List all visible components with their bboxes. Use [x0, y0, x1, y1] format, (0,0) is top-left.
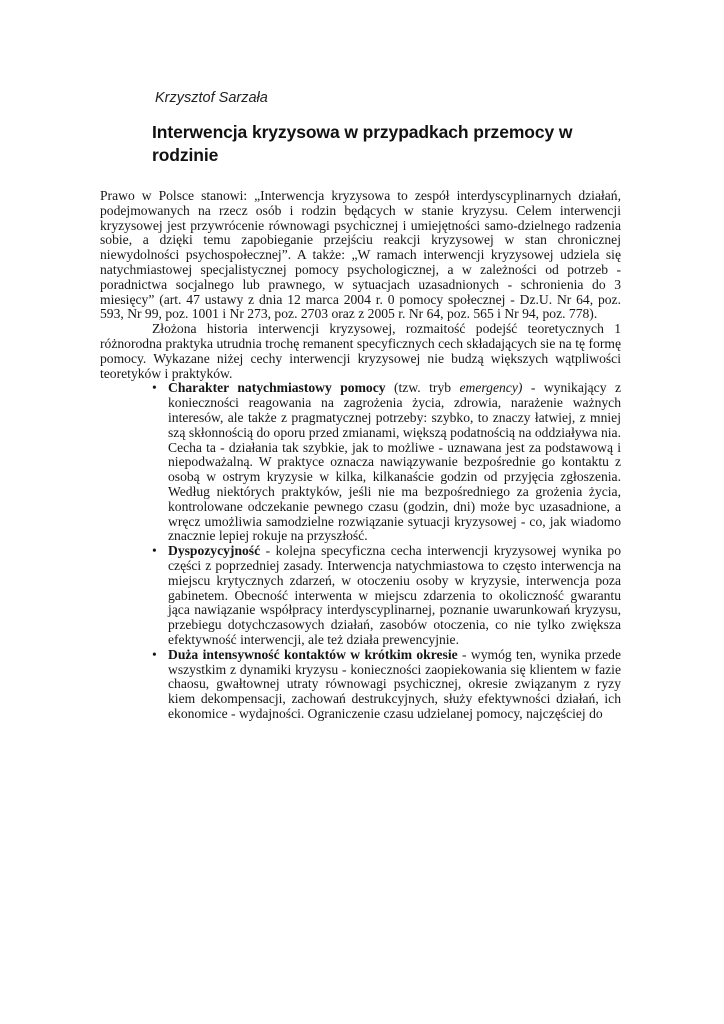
- paragraph-history-overview: Złożona historia interwencji kryzysowej, rozmaitość podejść teoretycznych 1 różnorodna praktyka utrudnia trochę remanent specyficznych cech składających sie na tę formę pomocy. Wykazane niżej cechy interwencji kryzysowej nie budzą większych wątpliwości teoretyków i praktyków.: [100, 321, 621, 381]
- bullet-icon: •: [152, 646, 157, 662]
- bullet-term: Charakter natychmiastowy pomocy: [168, 380, 386, 396]
- bullet-icon: •: [152, 380, 157, 396]
- paragraph-legal-definition: Prawo w Polsce stanowi: „Interwencja kryzysowa to zespół interdyscyplinarnych działań, podejmowanych na rzecz osób i rodzin będących w stanie kryzysu. Celem interwencji kryzysowej jest przywrócenie równowagi psychicznej i umiejętności samo-dzielnego radzenia sobie, a dzięki temu zapobieganie przejściu reakcji kryzysowej w stan chronicznej niewydolności psychospołecznej”. A także: „W ramach interwencji kryzysowej udziela się natychmiastowej specjalistycznej pomocy psychologicznej, a w zależności od potrzeb - poradnictwa socjalnego lub prawnego, w sytuacjach uzasadnionych - schronienia do 3 miesięcy” (art. 47 ustawy z dnia 12 marca 2004 r. 0 pomocy społecznej - Dz.U. Nr 64, poz. 593, Nr 99, poz. 1001 i Nr 273, poz. 2703 oraz z 2005 r. Nr 64, poz. 565 i Nr 94, poz. 778).: [100, 188, 621, 322]
- bullet-text: - wymóg ten, wynika przede wszystkim z dynamiki kryzysu - konieczności zaopiekowania się klientem w fazie chaosu, gwałtownej utraty równowagi psychicznej, okresie związanym z ryzy kiem dekompensacji, zachowań destrukcyjnych, służy efektywności działań, ich ekonomice - wydajności. Ograniczenie czasu udzielanej pomocy, najczęściej do: [168, 646, 621, 721]
- bullet-text: (tzw. tryb: [385, 380, 460, 396]
- bullet-item-availability: [100, 544, 621, 648]
- document-body: [100, 189, 621, 722]
- bullet-term: Dyspozycyjność: [168, 543, 261, 559]
- bullet-term-emergency: emergency): [459, 380, 523, 396]
- page-title: Interwencja kryzysowa w przypadkach przemocy w rodzinie: [152, 122, 573, 165]
- bullet-item-immediate-help: [100, 381, 621, 544]
- bullet-icon: •: [152, 543, 157, 559]
- author-line: Krzysztof Sarzała: [155, 90, 268, 106]
- bullet-text: - kolejna specyficzna cecha interwencji kryzysowej wynika po części z poprzedniej zasady. Interwencja natychmiastowa to często interwencja na miejscu krytycznych zdarzeń, w otoczeniu osoby w kryzysie, interwencja poza gabinetem. Obecność interwenta w miejscu zdarzenia to okoliczność gwarantu jąca nawiązanie współpracy interdyscyplinarnej, poznanie uwarunkowań kryzysu, przebiegu dotychczasowych działań, zasobów otoczenia, co nie tylko zwiększa efektywność interwencji, ale też działa prewencyjnie.: [168, 543, 621, 647]
- bullet-text: - wynikający z konieczności reagowania na zagrożenia życia, zdrowia, narażenie ważnych interesów, ale także z pragmatycznej potrzeby: szybko, to znaczy łatwiej, z mniej szą skłonnością do oporu przed zmianami, większą podatnością na oddziaływa nia. Cecha ta - działania tak szybkie, jak to możliwe - uznawana jest za podstawową i niepodważalną. W praktyce oznacza nawiązywanie bezpośrednie go kontaktu z osobą w ostrym kryzysie w kilka, kilkanaście godzin od przyjęcia zgłoszenia. Według niektórych praktyków, jeśli nie ma bezpośredniego za grożenia życia, kontrolowane odczekanie pewnego czasu (godzin, dni) może byc uzasadnione, a wręcz umożliwia samodzielne rozwiązanie sytuacji kryzysowej - co, jak wiadomo znacznie lepiej rokuje na przyszłość.: [168, 380, 622, 544]
- bullet-item-contact-intensity: [100, 648, 621, 722]
- bullet-term: Duża intensywność kontaktów w krótkim okresie: [168, 646, 458, 662]
